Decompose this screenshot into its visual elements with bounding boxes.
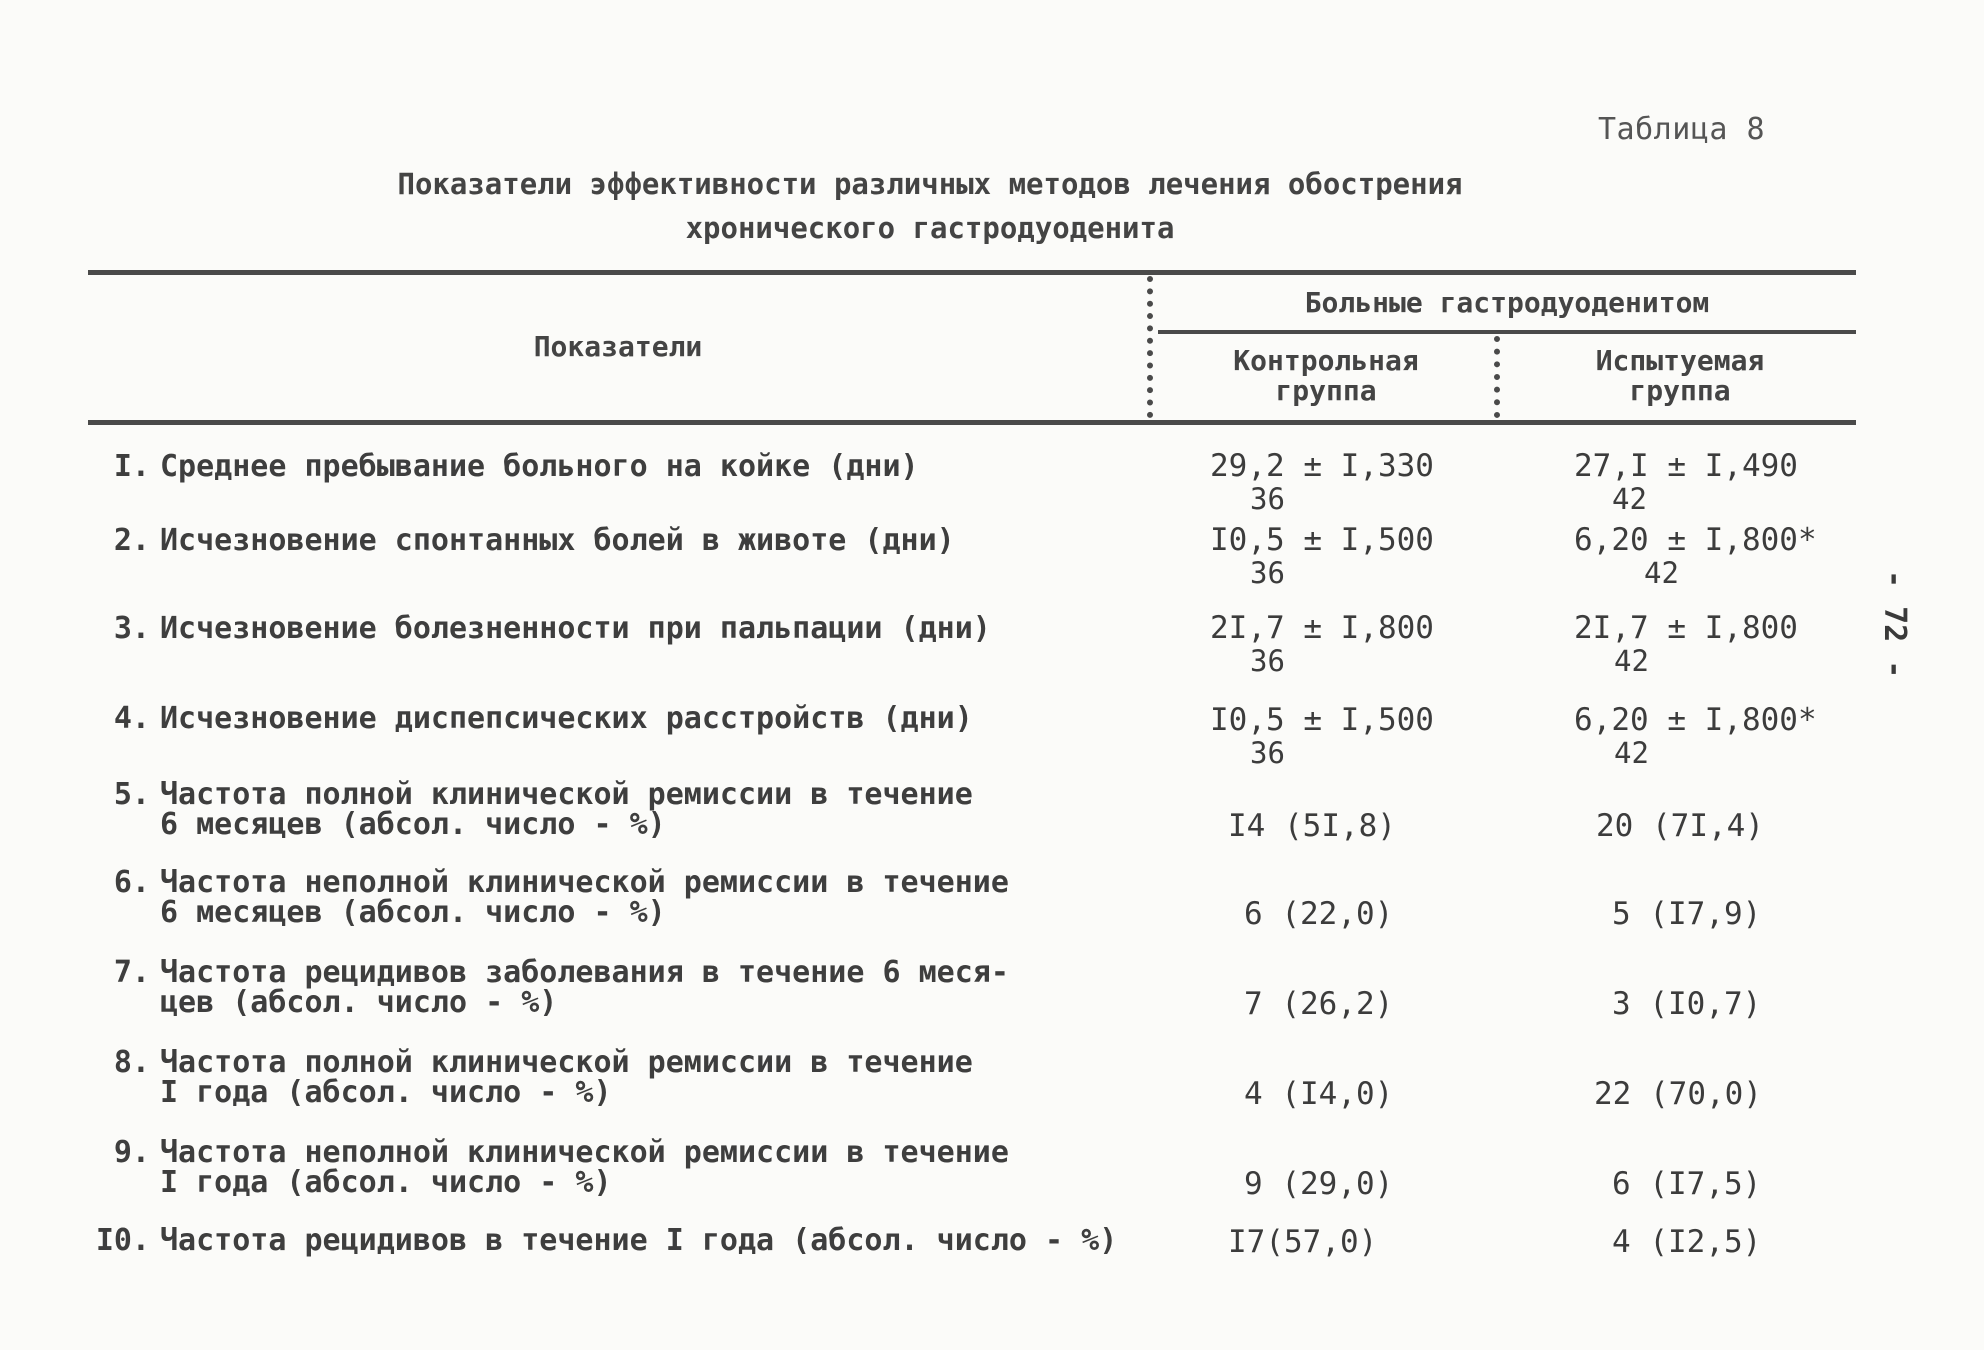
control-n: 36: [1250, 482, 1285, 516]
test-value: [1574, 522, 1817, 590]
header-divider-right: [1494, 336, 1500, 418]
table-row-label: [88, 701, 1148, 736]
header-group-super: Больные гастродуоденитом: [1304, 286, 1710, 319]
title-line-2: хронического гастродуоденита: [685, 211, 1175, 245]
row-text: Среднее пребывание больного на койке (дни): [160, 449, 919, 484]
header-indicators: Показатели: [533, 330, 703, 363]
row-number: I0.: [95, 1223, 150, 1258]
header-test-line-1: Испытуемая: [1595, 344, 1765, 377]
test-value: [1574, 448, 1798, 516]
header-control-line-1: Контрольная: [1233, 344, 1419, 377]
control-mean: I0,5 ± I,500: [1210, 702, 1434, 738]
test-value: 20 (7I,4): [1596, 808, 1764, 844]
test-value: 5 (I7,9): [1612, 896, 1762, 932]
row-text: Частота полной клинической ремиссии в течение: [160, 777, 973, 812]
control-mean: 29,2 ± I,330: [1210, 448, 1434, 484]
row-text-continued: I года (абсол. число - %): [160, 1165, 612, 1200]
table-row-label: [88, 611, 1148, 646]
header-test-group: [1504, 346, 1856, 406]
row-text: Исчезновение болезненности при пальпации (дни): [160, 611, 991, 646]
test-value: 3 (I0,7): [1612, 986, 1762, 1022]
control-value: 4 (I4,0): [1244, 1076, 1394, 1112]
table-row-label: [88, 449, 1148, 484]
control-mean: I0,5 ± I,500: [1210, 522, 1434, 558]
row-number: 6.: [113, 865, 150, 900]
test-mean: 27,I ± I,490: [1574, 448, 1798, 484]
row-number: 8.: [113, 1045, 150, 1080]
table-row-label: [88, 1045, 1148, 1110]
row-text-continued: 6 месяцев (абсол. число - %): [160, 895, 666, 930]
control-value: [1210, 702, 1434, 770]
group-header-rule: [1158, 330, 1856, 334]
control-n: 36: [1250, 736, 1285, 770]
table-row-label: [88, 523, 1148, 558]
test-mean: 6,20 ± I,800*: [1574, 702, 1817, 738]
table-row-label: [88, 777, 1148, 842]
row-text-continued: I года (абсол. число - %): [160, 1075, 612, 1110]
control-n: 36: [1250, 644, 1285, 678]
header-control-line-2: группа: [1275, 374, 1377, 407]
control-value: [1210, 448, 1434, 516]
row-text: Исчезновение спонтанных болей в животе (дни): [160, 523, 955, 558]
table-row-label: [72, 1223, 1132, 1258]
top-rule: [88, 270, 1856, 275]
page-number: - 72 -: [1877, 570, 1912, 679]
title-line-1: Показатели эффективности различных методов лечения обострения: [397, 167, 1463, 201]
row-number: 2.: [113, 523, 150, 558]
control-value: [1210, 522, 1434, 590]
row-text: Исчезновение диспепсических расстройств (дни): [160, 701, 973, 736]
control-value: 7 (26,2): [1244, 986, 1394, 1022]
table-row-label: [88, 1135, 1148, 1200]
test-value: 6 (I7,5): [1612, 1166, 1762, 1202]
test-n: 42: [1612, 482, 1647, 516]
table-title: [280, 162, 1580, 250]
test-n: 42: [1614, 644, 1649, 678]
header-control-group: [1158, 346, 1494, 406]
row-number: 3.: [113, 611, 150, 646]
test-n: 42: [1644, 556, 1679, 590]
control-value: [1210, 610, 1434, 678]
row-number: 9.: [113, 1135, 150, 1170]
row-number: 4.: [113, 701, 150, 736]
control-value: 9 (29,0): [1244, 1166, 1394, 1202]
control-n: 36: [1250, 556, 1285, 590]
test-mean: 2I,7 ± I,800: [1574, 610, 1798, 646]
row-number: 5.: [113, 777, 150, 812]
control-mean: 2I,7 ± I,800: [1210, 610, 1434, 646]
row-text: Частота неполной клинической ремиссии в течение: [160, 1135, 1009, 1170]
row-text-continued: цев (абсол. число - %): [160, 985, 558, 1020]
row-number: 7.: [113, 955, 150, 990]
row-text-continued: 6 месяцев (абсол. число - %): [160, 807, 666, 842]
table-row-label: [88, 955, 1148, 1020]
row-text: Частота рецидивов в течение I года (абсол. число - %): [160, 1223, 1118, 1258]
test-n: 42: [1614, 736, 1649, 770]
row-text: Частота рецидивов заболевания в течение 6 меся-: [160, 955, 1009, 990]
test-value: 4 (I2,5): [1612, 1224, 1762, 1260]
test-value: 22 (70,0): [1594, 1076, 1762, 1112]
table-row-label: [88, 865, 1148, 930]
control-value: I7(57,0): [1228, 1224, 1378, 1260]
row-number: I.: [113, 449, 150, 484]
header-bottom-rule: [88, 420, 1856, 425]
table-number-label: Таблица 8: [1598, 112, 1766, 147]
control-value: I4 (5I,8): [1228, 808, 1396, 844]
test-mean: 6,20 ± I,800*: [1574, 522, 1817, 558]
test-value: [1574, 702, 1817, 770]
row-text: Частота неполной клинической ремиссии в течение: [160, 865, 1009, 900]
control-value: 6 (22,0): [1244, 896, 1394, 932]
test-value: [1574, 610, 1798, 678]
row-text: Частота полной клинической ремиссии в течение: [160, 1045, 973, 1080]
header-test-line-2: группа: [1629, 374, 1731, 407]
